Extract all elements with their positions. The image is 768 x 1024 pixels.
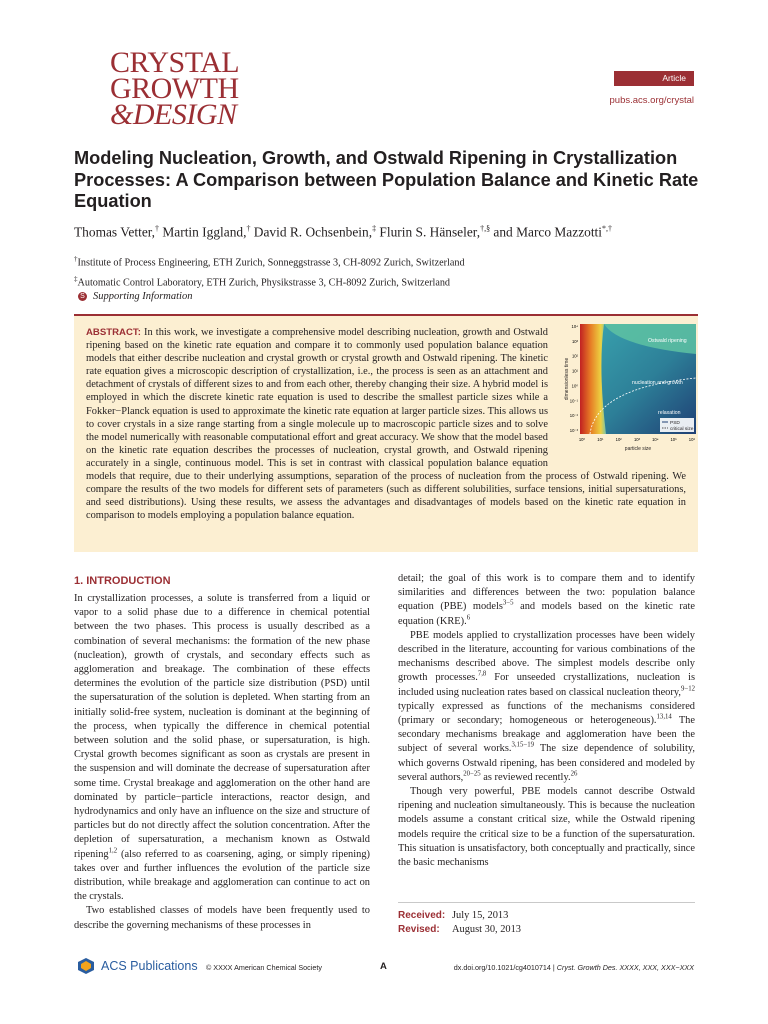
abstract-body: In this work, we investigate a comprehensive model describing nucleation, growth and Ostwald ripening based on the kinetic rate equation and compare it to commonly used population balance equation models that either describe nucleation and crystal growth or crystal growth and Ostwald ripening. The kinetic rate equation gives a microscopic description of crystallization, i.e., the process is seen as an attachment and detachment of crystals of different sizes to and from each other, thereby changing their size. A hybrid model is employed in which the discrete kinetic rate equation is used to describe the smallest particle sizes while a Fokker−Planck equation is used to approximate the kinetic rate equation at larger particle sizes. This allows us to cover crystals in a size range starting from a single molecule up to macroscopic particle sizes and to solve the model numerically with reasonable computational effort and great accuracy. We show that the model based on the kinetic rate equation describes the processes of nucleation, crystal growth, and Ostwald ripening accurately in a single, continuous model. This is set in contrast with classical population balance equation models that require, due to their underlying assumptions, separation of the process of nucleation from the process of Ostwald ripening. We compare the results of the two models for different sets of parameters (such as different solubilities, surface tensions, initial supersaturations, and seed distributions). Using these results, we assess the advantages and disadvantages of models based on the kinetic rate equation in comparison to models employing a population balance equation. [86,327,686,522]
y-tick-label: 10² [571,353,578,359]
author-mark: *,† [602,224,612,233]
affiliations [74,251,714,292]
x-tick-label: 10⁴ [652,437,659,442]
paragraph-text: typically expressed as functions of the mechanisms considered (primary or secondary; homogeneous or heterogeneous). [398,700,695,727]
journal-logo-line3: &DESIGN [110,97,237,131]
paragraph-text: and models based on the kinetic rate equation (KRE). [398,601,696,627]
x-tick-label: 10⁰ [578,437,586,442]
paragraph [74,592,370,904]
article-type-tab: Article [614,71,694,86]
y-tick-label: 10⁻³ [569,428,578,433]
paragraph-text: PBE models applied to crystallization processes have been widely described in the literature, accounting for various combinations of the mechanisms described above. The simplest models describe only growth processes. [398,629,695,684]
revised-date [398,923,695,937]
y-tick-label: 10⁻² [569,413,578,419]
paragraph [398,629,695,785]
paragraph-text: For unseeded crystallizations, nucleation is included using nucleation rates based on classical nucleation theory, [398,672,695,698]
journal-url-link[interactable]: pubs.acs.org/crystal [609,95,694,106]
affiliation-mark: ‡ [74,275,78,284]
legend-psd: PSD [670,421,680,426]
y-tick-labels [570,324,579,433]
publisher-name: ACS Publications [101,959,198,973]
doi-citation[interactable] [454,963,694,972]
author-list [74,220,714,240]
author-mark: † [155,224,160,233]
abstract-label: ABSTRACT: [86,327,141,338]
paragraph: Though very powerful, PBE models cannot describe Ostwald ripening and nucleation simultaneously. This is because the nucleation models assume a constant critical size, while the Ostwald ripening models require the critical size to be a function of the supersaturation. This situation is unsatisfactory, both conceptually and practically, since the basic mechanisms [398,786,695,869]
received-label: Received: [398,910,446,921]
journal-logo [110,46,240,131]
paragraph-text: The size dependence of solubility, which governs Ostwald ripening, has been considered and modeled by several authors, [398,743,695,783]
author-mark: †,§ [480,224,491,233]
citation-ref[interactable]: 9−12 [680,685,695,693]
author-name[interactable]: Martin Iggland, [162,224,247,240]
citation-ref[interactable]: 6 [466,614,471,622]
affiliation [74,271,714,291]
acs-hexagon-icon [76,957,96,975]
paragraph: Two established classes of models have been frequently used to describe the governing mechanisms of these processes in [74,905,370,931]
affiliation-text: Automatic Control Laboratory, ETH Zurich, Physikstrasse 3, CH-8092 Zurich, Switzerland [77,277,451,289]
copyright-notice: © XXXX American Chemical Society [206,963,322,972]
y-tick-label: 10³ [571,338,578,344]
revised-value: August 30, 2013 [452,924,521,935]
region-label-ostwald: Ostwald ripening [648,338,687,344]
article-title: Modeling Nucleation, Growth, and Ostwald Ripening in Crystallization Processes: A Comparison between Population Balance and Kinetic Rate Equation [74,148,699,211]
section-heading-introduction: 1. INTRODUCTION [74,575,171,587]
affiliation [74,251,714,271]
citation-ref[interactable]: 7,8 [477,670,487,678]
y-tick-label: 10⁰ [571,383,578,389]
paragraph [398,572,695,629]
author-mark: ‡ [372,224,377,233]
y-tick-label: 10⁴ [571,324,578,329]
paragraph-text: In crystallization processes, a solute is transferred from a liquid or vapor to a solid phase due to a difference in chemical potential between the two phases. This process is usually described as a combination of several mechanisms: the formation of the new phase (nucleation), growth of crystals, and secondary effects such as agglomeration and breakage. The combination of these effects determines the evolution of the particle size distribution (PSD) until the supersaturation of the solution is depleted. When starting from an initially solid-free system, nucleation is dominant at the beginning of the process, when typically the difference in chemical potential between solution and the solid phase, or supersaturation, is high. Crystal growth becomes significant as soon as crystals are present in the suspension and will dominate the decrease of supersaturation after some time. Crystal breakage and agglomeration on the other hand are dominated by particle−particle interactions, reactor design, and hydrodynamics and only have an influence on the size and structure of particles but do not directly affect the solution concentration. After the depletion of supersaturation, a mechanism known as Ostwald ripening [74,593,370,860]
body-column-right [398,572,695,870]
received-value: July 15, 2013 [452,910,509,921]
page-number: A [380,961,387,972]
acs-publications-logo[interactable] [76,957,198,975]
author-name[interactable]: David R. Ochsenbein, [253,224,373,240]
citation-ref[interactable]: 20−25 [463,770,481,778]
legend-critical: critical size [670,427,694,432]
x-tick-label: 10¹ [597,437,604,442]
affiliation-mark: † [74,255,78,263]
y-tick-label: 10⁻¹ [569,398,578,404]
region-label-nucleation: nucleation and growth [632,380,683,386]
journal-logo-line1: CRYSTAL [110,46,240,79]
citation-ref[interactable]: 13,14 [656,713,672,721]
citation-ref[interactable]: 3−5 [502,599,514,607]
paragraph-text: (also referred to as coarsening, aging, or simply ripening) takes over and further influences the evolution of the particle size distribution, while breakage and agglomeration can continue to act on the crystals. [74,848,370,903]
toc-graphic [560,318,700,452]
citation-ref[interactable]: 26 [570,770,578,778]
author-name[interactable]: and Marco Mazzotti [493,224,602,240]
author-name[interactable]: Thomas Vetter, [74,224,156,240]
citation-ref[interactable]: 3,15−19 [511,741,535,749]
paragraph-text: detail; the goal of this work is to compare them and to identify similarities and differences between the two: population balance equation (PBE) models [398,573,695,613]
history-dates [398,902,695,937]
x-axis-label: particle size [624,446,652,452]
revised-label: Revised: [398,924,440,935]
body-column-left [74,592,370,933]
region-label-relaxation: relaxation [658,410,681,416]
y-tick-label: 10¹ [571,368,578,374]
x-tick-label: 10³ [633,437,641,442]
citation-text: Cryst. Growth Des. XXXX, XXX, XXX−XXX [556,963,694,972]
author-name[interactable]: Flurin S. Hänseler, [379,224,481,240]
paragraph-text: as reviewed recently. [480,771,571,783]
supporting-info-icon: S [78,292,87,301]
supporting-info-label: Supporting Information [93,291,193,302]
affiliation-text: Institute of Process Engineering, ETH Zurich, Sonneggstrasse 3, CH-8092 Zurich, Switzerland [77,257,465,269]
citation-ref[interactable]: 1,2 [108,847,118,855]
paragraph-text: The secondary mechanisms breakage and agglomeration have been the subject of several works. [398,715,695,755]
received-date [398,909,695,923]
author-mark: † [246,224,251,233]
y-axis-label: dimensionless time [564,357,570,401]
x-tick-label: 10⁶ [688,437,696,442]
x-tick-label: 10² [615,437,622,442]
x-tick-labels [579,437,696,442]
x-tick-label: 10⁵ [670,437,677,442]
supporting-info-link[interactable] [78,291,192,302]
journal-logo-line2: GROWTH [110,71,239,105]
doi-text: dx.doi.org/10.1021/cg4010714 | [453,963,557,972]
